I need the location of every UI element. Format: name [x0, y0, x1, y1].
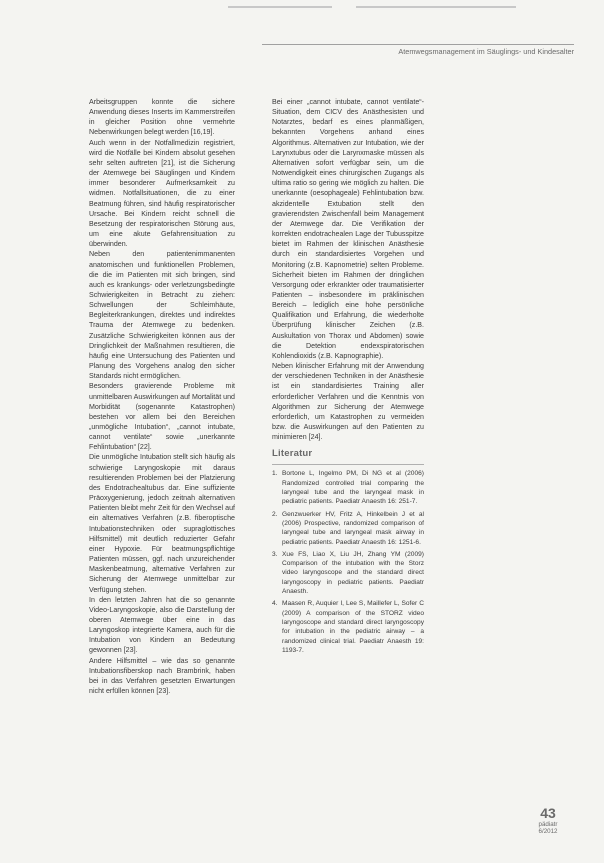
paragraph: Die unmögliche Intubation stellt sich häufig als schwierige Laryngoskopie mit daraus resultierenden Problemen bei der Platzierung des Endotrachealtubus dar. Eine suffiziente Präoxygenierung, jedoch zeitnah alternativen Patienten bleibt mehr Zeit für den Wechsel auf ein alternatives Verfahren (z.B. fiberoptische Intubationstechniken oder supraglottisches Hilfsmittel) mit deutlich reduzierter Gefahr einer Hypoxie. Für beatmungspflichtige Patienten müssen, ggf. nach unzureichender Maskenbeatmung, alternative Verfahren zur Sicherung der Atemwege unmittelbar zur Verfügung stehen.	[89, 453, 235, 594]
paragraph: In den letzten Jahren hat die so genannte Video-Laryngoskopie, also die Darstellung der oberen Atemwege über eine in das Laryngoskop integrierte Kamera, auch für die Intubation von Kindern an Bedeutung gewonnen [23].	[89, 595, 235, 655]
page-number: 43	[540, 805, 556, 821]
reference-number: 2.	[272, 510, 278, 518]
reference-item	[272, 510, 424, 547]
reference-text: Maasen R, Auquier I, Lee S, Maillefer L, Sofer C (2009) A comparison of the STORZ video laryngoscope and standard direct laryngoscopy for intubation in the pediatric airway – a randomized clinical trial. Paediatr Anaesth 19: 1193-7.	[282, 600, 424, 654]
reference-text: Xue FS, Liao X, Liu JH, Zhang YM (2009) Comparison of the intubation with the Storz video laryngoscope and the standard direct laryngoscopy in pediatric patients. Paediatr Anaesth.	[282, 550, 424, 596]
paragraph: Neben klinischer Erfahrung mit der Anwendung der verschiedenen Techniken in der Anästhesie ist ein standardisiertes Training aller erforderlicher Verfahren und die Kenntnis von Algorithmen zur Sicherung der Atemwege erforderlich, um Katastrophen zu vermeiden bzw. die Auswirkungen auf den Patienten zu minimieren [24].	[272, 362, 424, 442]
paragraph: Neben den patientenimmanenten anatomischen und funktionellen Problemen, die die im Patienten mit sich bringen, sind auch es krankungs- oder verletzungsbedingte Schwierigkeiten in Betracht zu ziehen: Schwellungen der Schleimhäute, Begleiterkrankungen, direktes und indirektes Trauma der Atemwege zu bedenken. Zusätzliche Schwierigkeiten können aus der Dringlichkeit der Maßnahmen resultieren, die häufig eine Untersuchung des Patienten und Planung des Vorgehens analog den sicher Standards nicht ermöglichen.	[89, 250, 235, 381]
header-rule	[262, 44, 574, 45]
reference-number: 4.	[272, 600, 278, 608]
reference-item	[272, 599, 424, 655]
reference-text: Genzwuerker HV, Fritz A, Hinkelbein J et al (2006) Prospective, randomized comparison of laryngeal tube and laryngeal mask airway in pediatric patients. Paediatr Anaesth 16: 1251-6.	[282, 510, 424, 546]
reference-number: 3.	[272, 550, 278, 558]
literature-rule	[272, 464, 424, 465]
reference-item	[272, 550, 424, 596]
reference-item	[272, 469, 424, 506]
left-column	[89, 97, 235, 696]
scan-streak	[356, 6, 516, 8]
paragraph: Arbeitsgruppen konnte die sichere Anwendung dieses Inserts im Kammerstreifen in gleicher Position ohne vermehrte Nebenwirkungen belegt werden [16,19].	[89, 98, 235, 137]
right-column	[272, 97, 424, 658]
paragraph: Bei einer „cannot intubate, cannot ventilate“-Situation, dem CICV des Anästhesisten und Notarztes, bedarf es eines planmäßigen, bekannten Vorgehens anhand eines Algorithmus. Alternativen zur Intubation, wie der Larynxtubus oder die Larynxmaske müssen als Alternativen sofort verfügbar sein, um die Notwendigkeit eines chirurgischen Zugangs als ultima ratio so gering wie möglich zu halten. Die unerkannte (oesophageale) Fehlintubation bzw. akzidentelle Extubation stellt den gravierendsten Zwischenfall beim Management der Atemwege dar. Die Verifikation der korrekten endotrachealen Lage der Tubusspitze bietet im Rahmen der klinischen Anästhesie durch ein standardisiertes Vorgehen und Monitoring (z.B. Kapnometrie) selten Probleme. Sicherheit bieten im Rahmen der dringlichen Versorgung oder erkrankter oder traumatisierter Patienten – insbesondere im präklinischen Bereich – lediglich eine hohe persönliche Qualifikation und Erfahrung, die wiederholte Überprüfung klinischer Zeichen (z.B. Auskultation von Thorax und Abdomen) sowie die Detektion endexspiratorischen Kohlendioxids (z.B. Kapnographie).	[272, 98, 424, 360]
literature-heading: Literatur	[272, 448, 313, 460]
reference-list	[272, 469, 424, 655]
reference-text: Bortone L, Ingelmo PM, Di NG et al (2006) Randomized controlled trial comparing the laryngeal tube and the laryngeal mask in pediatric patients. Paediatr Anaesth 16: 251-7.	[282, 470, 424, 506]
paragraph: Besonders gravierende Probleme mit unmittelbaren Auswirkungen auf Mortalität und Morbidität (sogenannte Katastrophen) bestehen vor allem bei den Bereichen „unmögliche Intubation“, „cannot intubate, cannot ventilate“ sowie „unerkannte Fehlintubation“ [22].	[89, 382, 235, 452]
folio	[528, 806, 568, 835]
journal-name: pädiatr	[538, 821, 558, 828]
paragraph: Auch wenn in der Notfallmedizin registriert, wird die Notfälle bei Kindern absolut gesehen sehr selten auftreten [21], ist die Sicherung der Atemwege bei Säuglingen und Kindern immer besonderer Aufmerksamkeit zu widmen. Notfallsituationen, die zu einer Beatmung führen, sind häufig respiratorischer Ursache. Bei Kindern reicht schnell die Besetzung der respiratorischen Störung aus, um eine akute Gefahrensituation zu überwinden.	[89, 138, 235, 249]
scan-streak	[228, 6, 332, 8]
journal-issue: 6/2012	[538, 828, 558, 835]
running-head: Atemwegsmanagement im Säuglings- und Kindesalter	[398, 47, 574, 56]
paragraph: Andere Hilfsmittel – wie das so genannte Intubationsfiberskop nach Brambrink, haben bei in das Verfahren gesetzten Erwartungen nicht erfüllen können [23].	[89, 656, 235, 696]
reference-number: 1.	[272, 470, 278, 478]
